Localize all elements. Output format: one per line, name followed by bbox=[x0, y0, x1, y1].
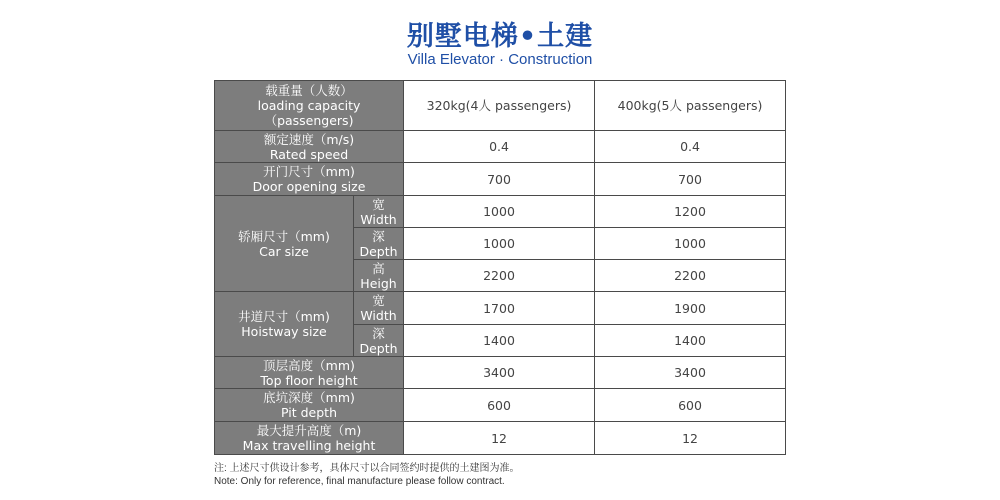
pit-depth-label bbox=[215, 389, 404, 422]
footnote-en: Note: Only for reference, final manufacture please follow contract. bbox=[214, 476, 505, 487]
hoistway-width-value-a: 1700 bbox=[404, 292, 595, 325]
car-height-label-en: Heigh bbox=[360, 275, 397, 291]
car-width-label-en: Width bbox=[360, 211, 397, 227]
car-width-value-a: 1000 bbox=[404, 196, 595, 228]
table-row bbox=[215, 292, 786, 325]
door-value-b: 700 bbox=[595, 163, 786, 196]
car-width-label bbox=[354, 196, 404, 228]
door-value-a: 700 bbox=[404, 163, 595, 196]
hoistway-size-label-en: Hoistway size bbox=[241, 324, 327, 339]
car-size-label-zh: 轿厢尺寸（mm) bbox=[238, 228, 330, 244]
hoistway-depth-label-zh: 深 bbox=[372, 325, 385, 341]
car-height-label bbox=[354, 260, 404, 292]
speed-value-b: 0.4 bbox=[595, 131, 786, 163]
capacity-label-en: loading capacity bbox=[257, 98, 361, 113]
hoistway-depth-value-b: 1400 bbox=[595, 325, 786, 357]
car-size-label-en: Car size bbox=[259, 243, 309, 259]
car-height-value-b: 2200 bbox=[595, 260, 786, 292]
capacity-label-zh: 载重量（人数） bbox=[265, 83, 353, 98]
table-row bbox=[215, 422, 786, 455]
page-subtitle: Villa Elevator · Construction bbox=[407, 51, 593, 68]
max-travel-value-b: 12 bbox=[595, 422, 786, 455]
table-row bbox=[215, 389, 786, 422]
car-size-label bbox=[215, 196, 354, 292]
car-width-label-zh: 宽 bbox=[372, 196, 385, 212]
table-row bbox=[215, 131, 786, 163]
hoistway-width-label-en: Width bbox=[360, 308, 397, 323]
hoistway-size-label-zh: 井道尺寸（mm) bbox=[238, 309, 330, 324]
max-travel-label-zh: 最大提升高度（m) bbox=[256, 423, 362, 438]
pit-depth-value-a: 600 bbox=[404, 389, 595, 422]
hoistway-depth-value-a: 1400 bbox=[404, 325, 595, 357]
speed-label-zh: 额定速度（m/s) bbox=[263, 131, 355, 147]
max-travel-label bbox=[215, 422, 404, 455]
capacity-value-a: 320kg(4人 passengers) bbox=[404, 81, 595, 131]
car-depth-label-en: Depth bbox=[359, 243, 398, 259]
top-floor-label-en: Top floor height bbox=[260, 372, 358, 388]
max-travel-value-a: 12 bbox=[404, 422, 595, 455]
top-floor-value-b: 3400 bbox=[595, 357, 786, 389]
top-floor-value-a: 3400 bbox=[404, 357, 595, 389]
car-width-value-b: 1200 bbox=[595, 196, 786, 228]
hoistway-depth-label-en: Depth bbox=[359, 340, 398, 356]
car-depth-label-zh: 深 bbox=[372, 228, 385, 244]
hoistway-width-label bbox=[354, 292, 404, 325]
speed-value-a: 0.4 bbox=[404, 131, 595, 163]
door-label-en: Door opening size bbox=[252, 179, 366, 194]
top-floor-label-zh: 顶层高度（mm) bbox=[263, 357, 355, 373]
car-height-label-zh: 高 bbox=[372, 260, 385, 276]
table-row bbox=[215, 196, 786, 228]
car-depth-value-a: 1000 bbox=[404, 228, 595, 260]
hoistway-width-label-zh: 宽 bbox=[372, 293, 385, 308]
speed-label bbox=[215, 131, 404, 163]
car-height-value-a: 2200 bbox=[404, 260, 595, 292]
car-depth-value-b: 1000 bbox=[595, 228, 786, 260]
footnote-zh: 注: 上述尺寸供设计参考，具体尺寸以合同签约时提供的土建图为准。 bbox=[214, 463, 520, 474]
table-row bbox=[215, 163, 786, 196]
table-row bbox=[215, 357, 786, 389]
capacity-label bbox=[215, 81, 404, 131]
hoistway-width-value-b: 1900 bbox=[595, 292, 786, 325]
door-label-zh: 开门尺寸（mm) bbox=[263, 164, 355, 179]
page-title: 别墅电梯•土建 bbox=[406, 21, 594, 52]
hoistway-size-label bbox=[215, 292, 354, 357]
capacity-label-unit: （passengers) bbox=[264, 113, 354, 128]
pit-depth-label-en: Pit depth bbox=[281, 405, 337, 420]
hoistway-depth-label bbox=[354, 325, 404, 357]
top-floor-label bbox=[215, 357, 404, 389]
table-row bbox=[215, 81, 786, 131]
speed-label-en: Rated speed bbox=[269, 146, 349, 162]
max-travel-label-en: Max travelling height bbox=[242, 438, 376, 453]
door-label bbox=[215, 163, 404, 196]
car-depth-label bbox=[354, 228, 404, 260]
pit-depth-label-zh: 底坑深度（mm) bbox=[263, 390, 355, 405]
footnote bbox=[214, 462, 520, 488]
capacity-value-b: 400kg(5人 passengers) bbox=[595, 81, 786, 131]
pit-depth-value-b: 600 bbox=[595, 389, 786, 422]
spec-table bbox=[214, 80, 786, 455]
